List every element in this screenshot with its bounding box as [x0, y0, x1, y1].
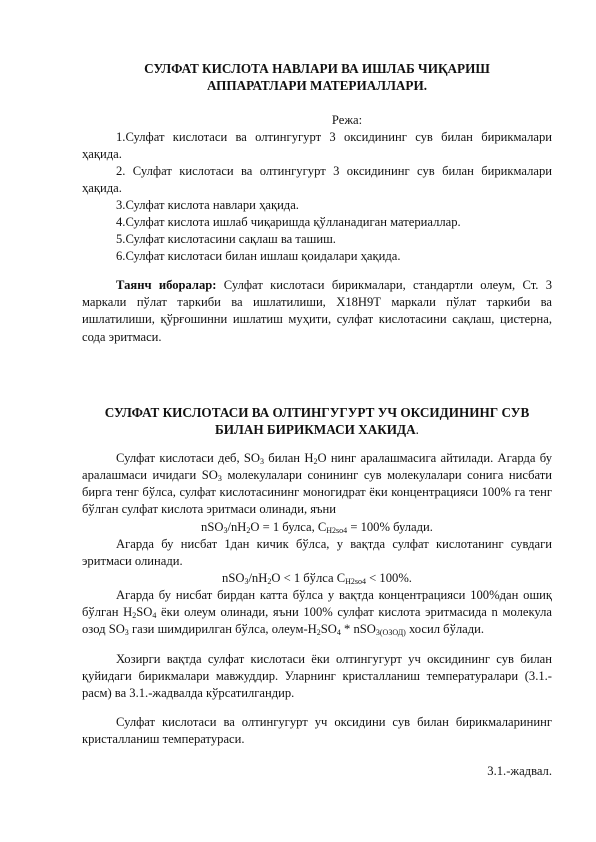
- subscript: 3: [217, 474, 222, 484]
- text-run: /nH: [227, 519, 247, 534]
- formula-less: [82, 570, 552, 587]
- document-title: [82, 60, 552, 94]
- subscript: H2so4: [326, 525, 348, 535]
- text-run: SO: [136, 605, 153, 620]
- subscript: 2: [316, 628, 321, 638]
- plan-item-1: 1.Сулфат кислотаси ва олтингугурт 3 оксидининг сув билан бирикмалари ҳақида.: [82, 130, 552, 161]
- paragraph-crystallization: Сулфат кислотаси ва олтингугурт уч оксидини сув билан бирикмаларининг кристалланиш температураси.: [82, 715, 552, 747]
- text-run: nSO: [222, 571, 245, 586]
- text-run: O = 1 булса, С: [250, 519, 327, 534]
- subscript: H2so4: [345, 577, 367, 587]
- plan-list: [82, 129, 552, 265]
- text-run: < 100%.: [366, 571, 412, 586]
- text-run: /nH: [248, 571, 268, 586]
- paragraph-oleum: [82, 587, 552, 639]
- table-caption: 3.1.-жадвал.: [487, 763, 552, 778]
- subscript: 2: [267, 577, 272, 587]
- text-run: = 100% булади.: [347, 519, 433, 534]
- subscript: 2: [246, 525, 251, 535]
- formula-equal: [82, 519, 552, 536]
- subscript: 2: [132, 611, 137, 621]
- text-run: билан H: [264, 450, 314, 465]
- subscript: 3: [223, 525, 228, 535]
- text-run: * nSO: [340, 622, 376, 637]
- subscript: 3: [124, 628, 129, 638]
- plan-item-2: 2. Сулфат кислотаси ва олтингугурт 3 оксидининг сув билан бирикмалари ҳақида.: [82, 164, 552, 195]
- keywords-text: Сулфат кислотаси бирикмалари, стандартли олеум, Ст. 3 маркали пўлат таркиби ва ишлатилиши, Х18Н9Т маркали пўлат таркиби ва ишлатилиши, қўрғошинни ишлатиш муҳити, сулфат кислотасини сақлаш, цистерна, сода эритмаси.: [82, 278, 553, 344]
- keywords-label: Таянч иборалар:: [116, 278, 217, 292]
- plan-item-3: 3.Сулфат кислота навлари ҳақида.: [116, 198, 299, 212]
- title-line-1: СУЛФАТ КИСЛОТА НАВЛАРИ ВА ИШЛАБ ЧИҚАРИШ: [144, 61, 490, 76]
- subscript: 4: [336, 628, 341, 638]
- page-content: [82, 60, 552, 780]
- keywords-paragraph: [82, 277, 552, 346]
- subscript: 3(ОЗОД): [375, 628, 406, 638]
- text-run: nSO: [201, 519, 224, 534]
- plan-heading: Режа:: [331, 113, 363, 127]
- title-line-2: АППАРАТЛАРИ МАТЕРИАЛЛАРИ.: [206, 78, 428, 93]
- text-run: ёки олеум олинади, яъни 100% сулфат кислота эритмасида n молекула озод SO: [82, 605, 553, 637]
- subscript: 2: [313, 456, 318, 466]
- text-run: SO: [320, 622, 337, 637]
- text-run: молекулалари сонининг сув молекулалари сонига нисбати бирга тенг бўлса, сулфат кислотасининг моногидрат ёки концентрацияси 100% га тенг бўлган сулфат кислота эритмаси олинади, яъни: [82, 468, 552, 517]
- text-run: O < 1 бўлса С: [271, 571, 346, 586]
- paragraph-less-than: Агарда бу нисбат 1дан кичик бўлса, у вақтда сулфат кислотанинг сувдаги эритмаси олинади.: [82, 536, 552, 568]
- text-run: хосил бўлади.: [405, 622, 485, 637]
- text-run: O нинг аралашмасига айтилади. Агарда бу аралашмаси ичидаги SO: [82, 450, 552, 483]
- section-heading-text: СУЛФАТ КИСЛОТАСИ ВА ОЛТИНГУГУРТ УЧ ОКСИДИНИНГ СУВ БИЛАН БИРИКМАСИ ХАКИДА: [104, 404, 530, 437]
- text-run: гази шимдирилган бўлса, олеум-H: [128, 622, 317, 637]
- plan-item-6: 6.Сулфат кислотаси билан ишлаш қоидалари ҳақида.: [116, 249, 401, 263]
- subscript: 4: [152, 611, 157, 621]
- plan-item-4: 4.Сулфат кислота ишлаб чиқаришда қўлланадиган материаллар.: [116, 215, 461, 229]
- paragraph-definition: [82, 450, 552, 519]
- text-run: Агарда бу нисбат бирдан катта бўлса у вақтда концентрацияси 100%дан ошиқ бўлган H: [82, 588, 552, 620]
- subscript: 3: [260, 456, 264, 466]
- section-heading: [82, 404, 552, 438]
- paragraph-compounds: Хозирги вақтда сулфат кислотаси ёки олтингугурт уч оксидининг сув билан қуйидаги бирикмалари мавжуддир. Уларнинг кристалланиш температуралари (3.1.-расм) ва 3.1.-жадвалда кўрсатилгандир.: [82, 651, 552, 701]
- subscript: 3: [244, 577, 249, 587]
- plan-item-5: 5.Сулфат кислотасини сақлаш ва ташиш.: [116, 232, 336, 246]
- section-heading-end: .: [415, 421, 419, 437]
- text-run: Сулфат кислотаси деб, SO: [116, 450, 260, 465]
